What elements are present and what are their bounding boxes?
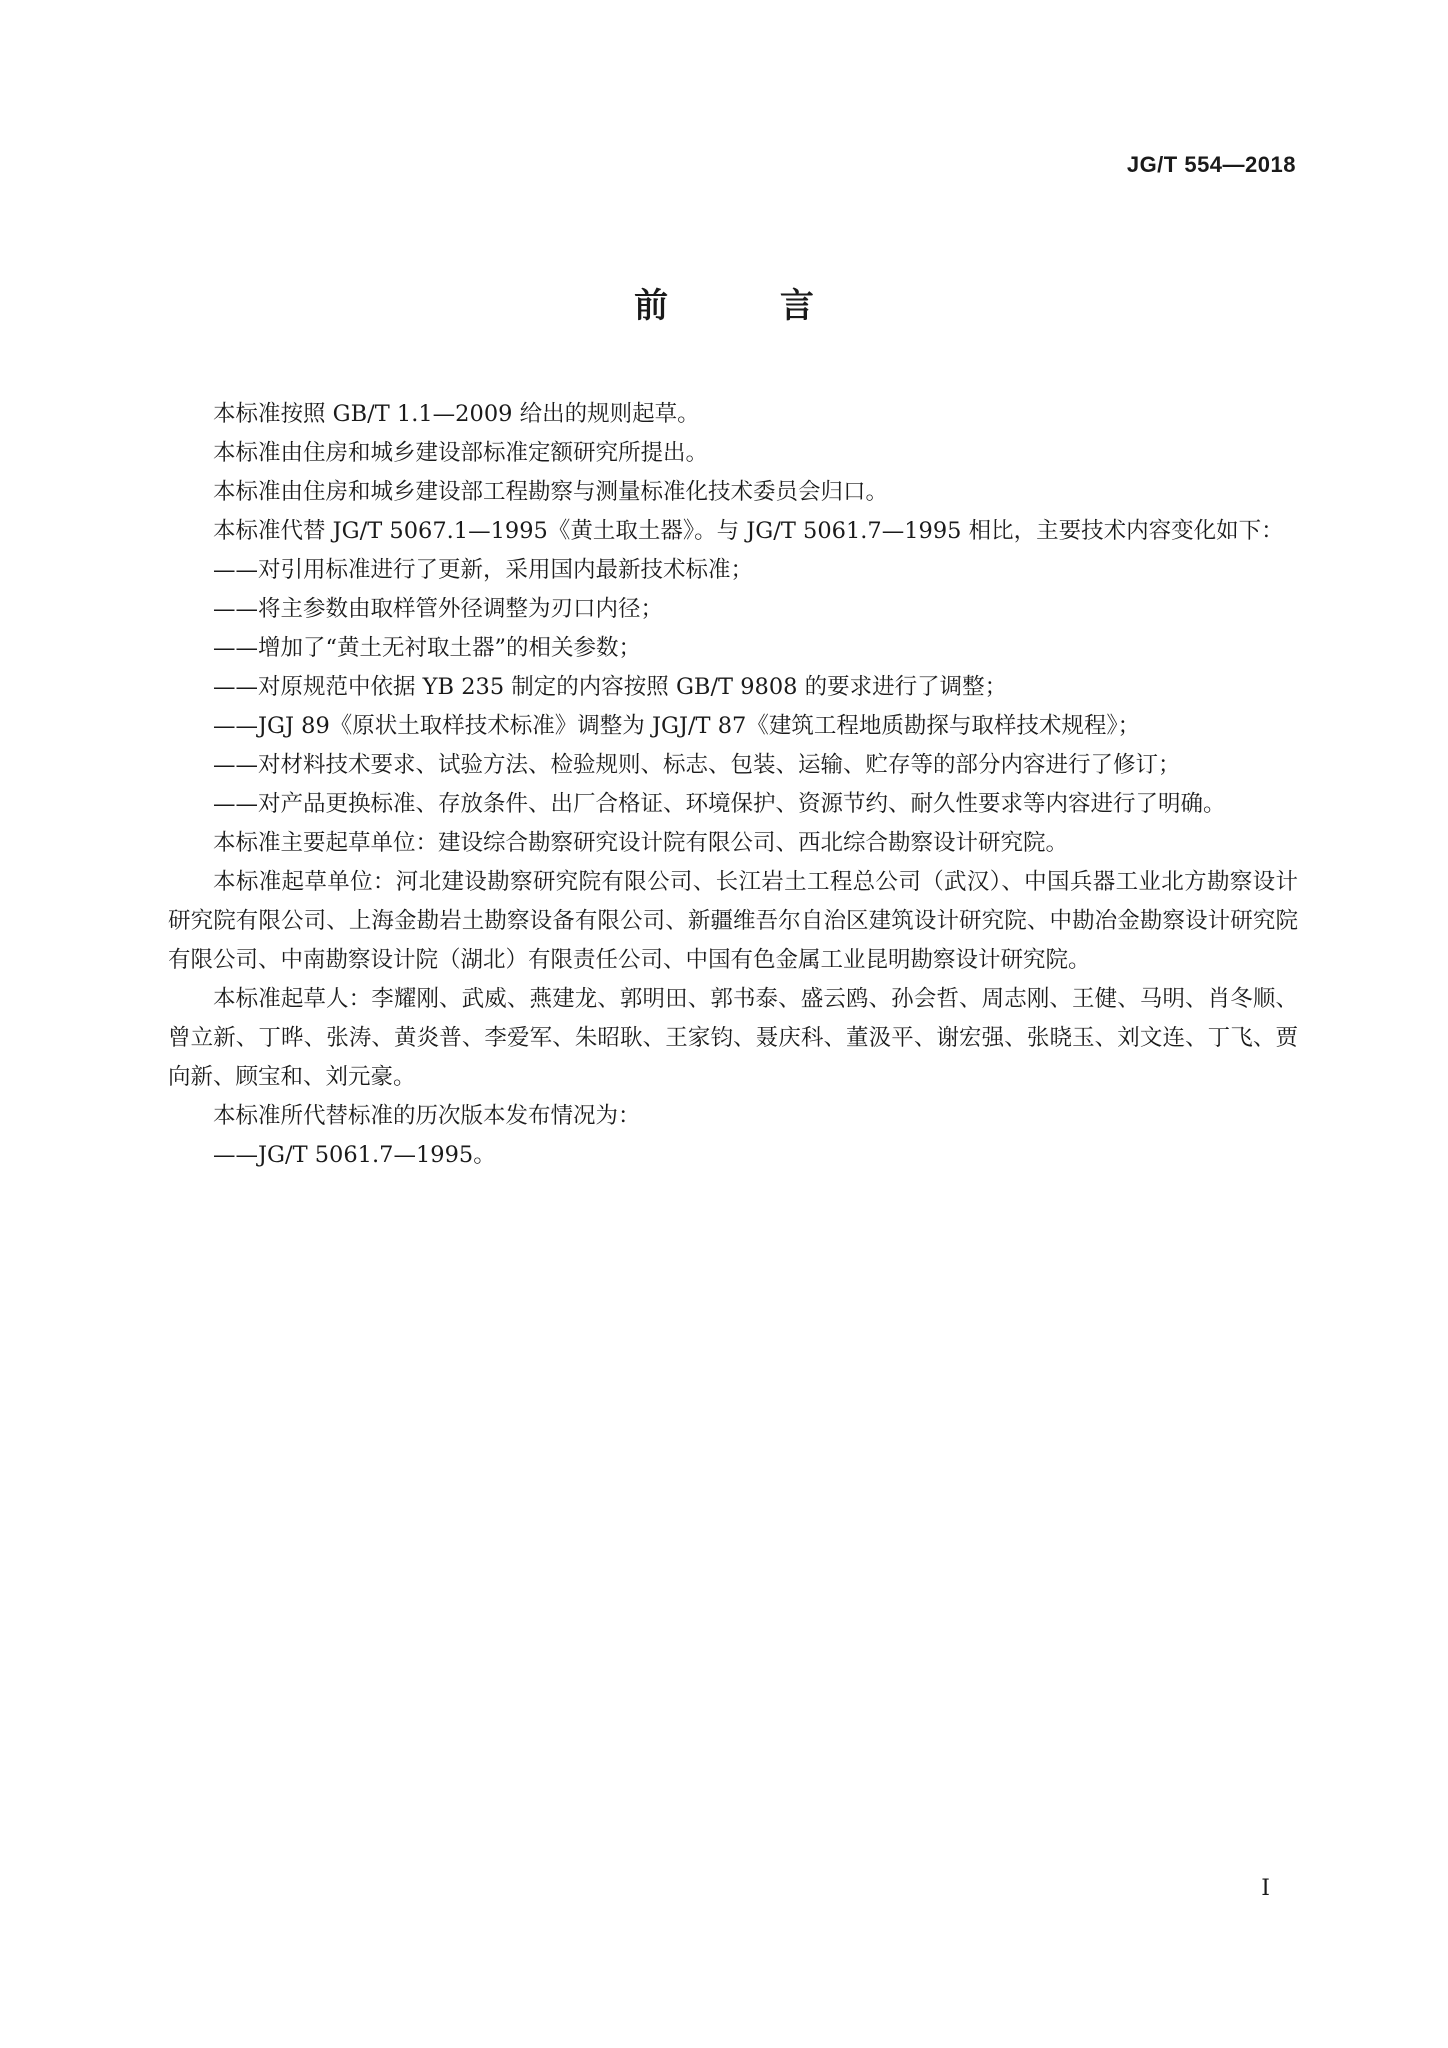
paragraph-centralized-by: 本标准由住房和城乡建设部工程勘察与测量标准化技术委员会归口。: [213, 479, 889, 505]
change-item: ——对材料技术要求、试验方法、检验规则、标志、包装、运输、贮存等的部分内容进行了修订；: [213, 752, 1181, 778]
change-item: ——对产品更换标准、存放条件、出厂合格证、环境保护、资源节约、耐久性要求等内容进行了明确。: [213, 791, 1226, 817]
paragraph-drafting-rules: 本标准按照 GB/T 1.1—2009 给出的规则起草。: [213, 401, 700, 427]
history-item: ——JG/T 5061.7—1995。: [213, 1142, 496, 1168]
foreword-body: [168, 395, 1298, 1175]
page-number: I: [1261, 1876, 1270, 1901]
change-item: ——对引用标准进行了更新，采用国内最新技术标准；: [213, 557, 754, 583]
page-title: 前 言: [634, 286, 864, 326]
paragraph-drafters: 本标准起草人：李耀刚、武威、燕建龙、郭明田、郭书泰、盛云鸥、孙会哲、周志刚、王健、马明、肖冬顺、曾立新、丁晔、张涛、黄炎普、李爱军、朱昭耿、王家钧、聂庆科、董汲平、谢宏强、张晓玉、刘文连、丁飞、贾向新、顾宝和、刘元豪。: [168, 986, 1298, 1090]
change-item: ——将主参数由取样管外径调整为刃口内径；: [213, 596, 664, 622]
standard-code-header: JG/T 554—2018: [1126, 152, 1296, 177]
change-item: ——对原规范中依据 YB 235 制定的内容按照 GB/T 9808 的要求进行了调整；: [213, 674, 1008, 700]
paragraph-drafting-units: 本标准起草单位：河北建设勘察研究院有限公司、长江岩土工程总公司（武汉）、中国兵器工业北方勘察设计研究院有限公司、上海金勘岩土勘察设备有限公司、新疆维吾尔自治区建筑设计研究院、中勘冶金勘察设计研究院有限公司、中南勘察设计院（湖北）有限责任公司、中国有色金属工业昆明勘察设计研究院。: [168, 869, 1298, 973]
paragraph-replaces: 本标准代替 JG/T 5067.1—1995《黄土取土器》。与 JG/T 5061.7—1995 相比，主要技术内容变化如下：: [213, 518, 1284, 544]
change-item: ——JGJ 89《原状土取样技术标准》调整为 JGJ/T 87《建筑工程地质勘探与取样技术规程》；: [213, 713, 1141, 739]
paragraph-proposed-by: 本标准由住房和城乡建设部标准定额研究所提出。: [213, 440, 709, 466]
change-item: ——增加了“黄土无衬取土器”的相关参数；: [213, 635, 642, 661]
paragraph-main-drafting-units: 本标准主要起草单位：建设综合勘察研究设计院有限公司、西北综合勘察设计研究院。: [213, 830, 1069, 856]
paragraph-version-history: 本标准所代替标准的历次版本发布情况为：: [213, 1103, 641, 1129]
